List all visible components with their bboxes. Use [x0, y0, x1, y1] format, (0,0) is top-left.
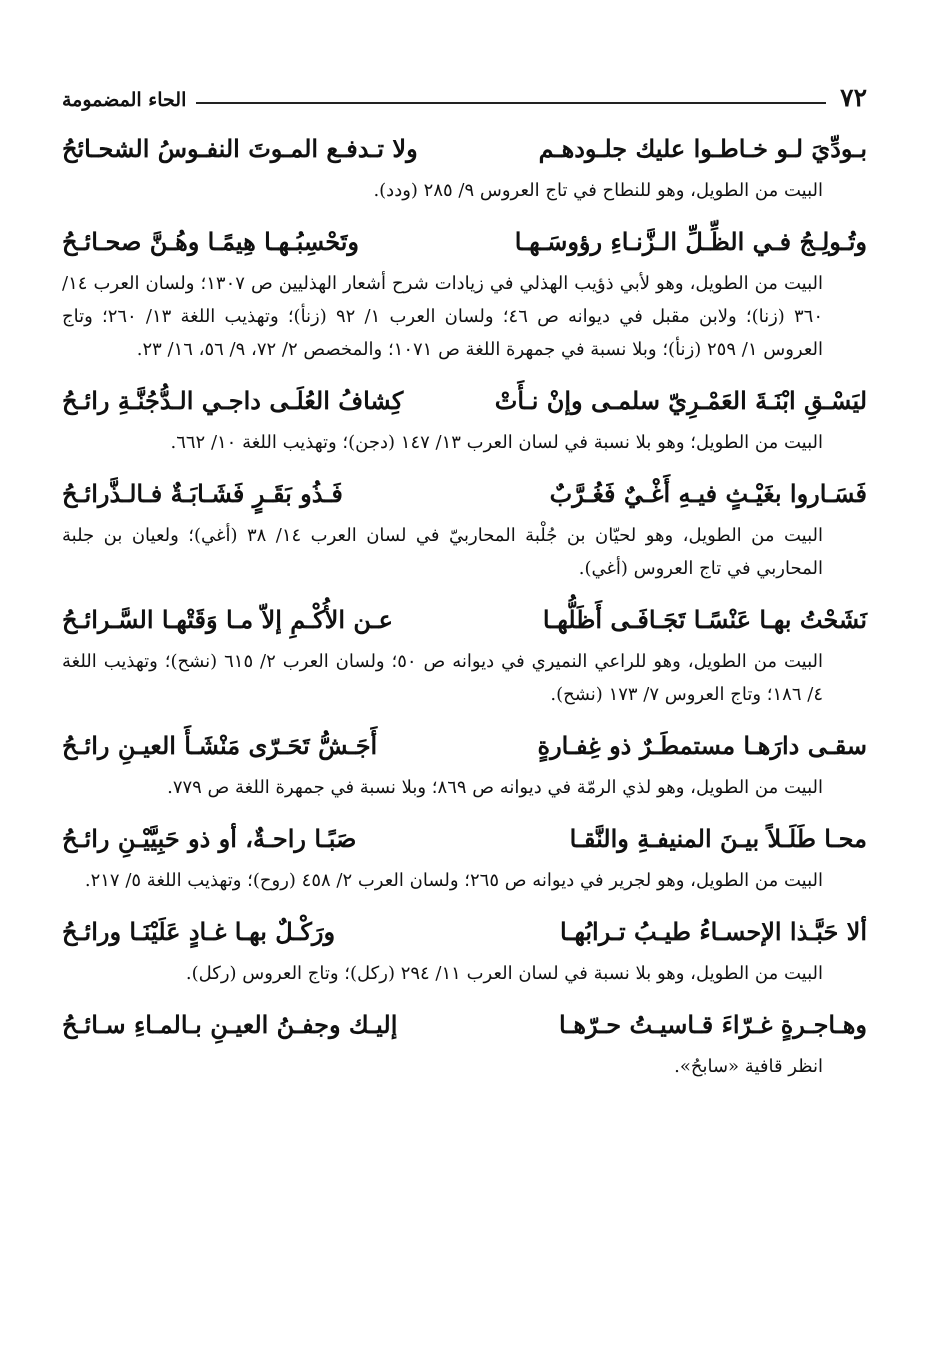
verse-note: البيت من الطويل؛ وهو بلا نسبة في لسان العرب ١٣/ ١٤٧ (دجن)؛ وتهذيب اللغة ١٠/ ٦٦٢. — [170, 432, 823, 453]
first-hemistich: بـودِّيَ لـو خـاطـوا عليك جلـودهـم — [538, 134, 867, 163]
first-hemistich: فَسَـاروا بغَيْـثٍ فيـهِ أَغْـيٌ فَغُـرَّبٌ — [549, 479, 867, 508]
second-hemistich: فَـذُو بَقَـرٍ فَشَـابَـةٌ فـالـذَّرائـحُ — [62, 479, 343, 508]
verse-entry — [62, 473, 867, 585]
verse-entries — [62, 128, 867, 1097]
second-hemistich: أَجَـشُّ تَحَـرّى مَنْشَـأَ العيـنِ رائـحُ — [62, 731, 378, 760]
first-hemistich: نَشَحْتُ بهـا عَنْسًـا تَجَـافَـى أَظَلُّهـا — [542, 605, 867, 634]
verse-entry — [62, 1004, 867, 1083]
second-hemistich: ولا تـدفـع المـوتَ النفـوسُ الشحـائحُ — [62, 134, 418, 163]
second-hemistich: إليـك وجفـنُ العيـنِ بـالمـاءِ سـائـحُ — [62, 1010, 398, 1039]
verse-note: البيت من الطويل، وهو لأبي ذؤيب الهذلي في زيادات شرح أشعار الهذليين ص ١٣٠٧؛ ولسان العرب ١٤/ ٣٦٠ (زنا)؛ ولابن مقبل في ديوانه ص ٤٦؛ ولسان العرب ١/ ٩٢ (زنأ)؛ وتهذيب اللغة ١٣/ ٢٦٠؛ وتاج العروس ١/ ٢٥٩ (زنأ)؛ وبلا نسبة في جمهرة اللغة ص ١٠٧١؛ والمخصص ٢/ ٧٢، ٩/ ٥٦، ١٦/ ٢٣. — [62, 273, 824, 360]
first-hemistich: وهـاجـرةٍ غـرّاءَ قـاسيـتُ حـرّهـا — [559, 1010, 867, 1039]
verse-line — [62, 911, 867, 953]
verse-line — [62, 221, 867, 263]
header-rule — [196, 102, 826, 104]
verse-line — [62, 473, 867, 515]
page-number: ٧٢ — [840, 83, 867, 112]
page-header — [62, 76, 867, 110]
verse-line — [62, 725, 867, 767]
verse-note: انظر قافية «سابحُ». — [674, 1056, 823, 1077]
second-hemistich: وتَحْسِبُـهـا هِيمًـا وهُـنَّ صحـائـحُ — [62, 227, 359, 256]
first-hemistich: وتُـولِـجُ فـي الظِّـلِّ الـزَّنـاءِ رؤوسَـهـا — [514, 227, 867, 256]
verse-line — [62, 818, 867, 860]
verse-line — [62, 599, 867, 641]
second-hemistich: كِشافُ العُلَـى داجـي الـدُّجُنَّـةِ رائـحُ — [62, 386, 404, 415]
verse-line — [62, 1004, 867, 1046]
first-hemistich: محـا طَلَـلاً بيـنَ المنيفـةِ والنَّقـا — [569, 824, 867, 853]
second-hemistich: ورَكْـلٌ بهـا غـادٍ عَلَيْنَـا ورائـحُ — [62, 917, 336, 946]
verse-entry — [62, 380, 867, 459]
verse-note: البيت من الطويل، وهو لجرير في ديوانه ص ٢٦٥؛ ولسان العرب ٢/ ٤٥٨ (روح)؛ وتهذيب اللغة ٥/ ٢١٧. — [84, 870, 823, 891]
first-hemistich: ألا حَبَّـذا الإحسـاءُ طيـبُ تـرابُهـا — [559, 917, 867, 946]
verse-entry — [62, 911, 867, 990]
verse-line — [62, 380, 867, 422]
verse-note: البيت من الطويل، وهو لحيّان بن جُلْبة المحاربيّ في لسان العرب ١٤/ ٣٨ (أغي)؛ ولعيان بن جلبة المحاربي في تاج العروس (أغي). — [62, 525, 823, 579]
first-hemistich: سقـى دارَهـا مستمطَـرٌ ذو غِفـارةٍ — [537, 731, 867, 760]
running-title: الحاء المضمومة — [62, 89, 187, 111]
verse-entry — [62, 725, 867, 804]
verse-entry — [62, 599, 867, 711]
verse-entry — [62, 221, 867, 366]
verse-line — [62, 128, 867, 170]
verse-note: البيت من الطويل، وهو بلا نسبة في لسان العرب ١١/ ٢٩٤ (ركل)؛ وتاج العروس (ركل). — [185, 963, 823, 984]
verse-entry — [62, 818, 867, 897]
second-hemistich: عـن الأُكْـمِ إلاّ مـا وَقَتْهـا السَّـرائـحُ — [62, 605, 393, 634]
verse-entry — [62, 128, 867, 207]
verse-note: البيت من الطويل، وهو للراعي النميري في ديوانه ص ٥٠؛ ولسان العرب ٢/ ٦١٥ (نشح)؛ وتهذيب اللغة ٤/ ١٨٦؛ وتاج العروس ٧/ ١٧٣ (نشح). — [62, 651, 823, 705]
first-hemistich: ليَسْـقِ ابْنَـةَ العَمْـرِيّ سلمـى وإنْ نـأَتْ — [494, 386, 867, 415]
verse-note: البيت من الطويل، وهو لذي الرمّة في ديوانه ص ٨٦٩؛ وبلا نسبة في جمهرة اللغة ص ٧٧٩. — [167, 777, 823, 798]
second-hemistich: صَبًـا راحـةٌ، أو ذو حَبِيَّيْـنِ رائـحُ — [62, 824, 357, 853]
verse-note: البيت من الطويل، وهو للنطاح في تاج العروس ٩/ ٢٨٥ (ودد). — [373, 180, 823, 201]
